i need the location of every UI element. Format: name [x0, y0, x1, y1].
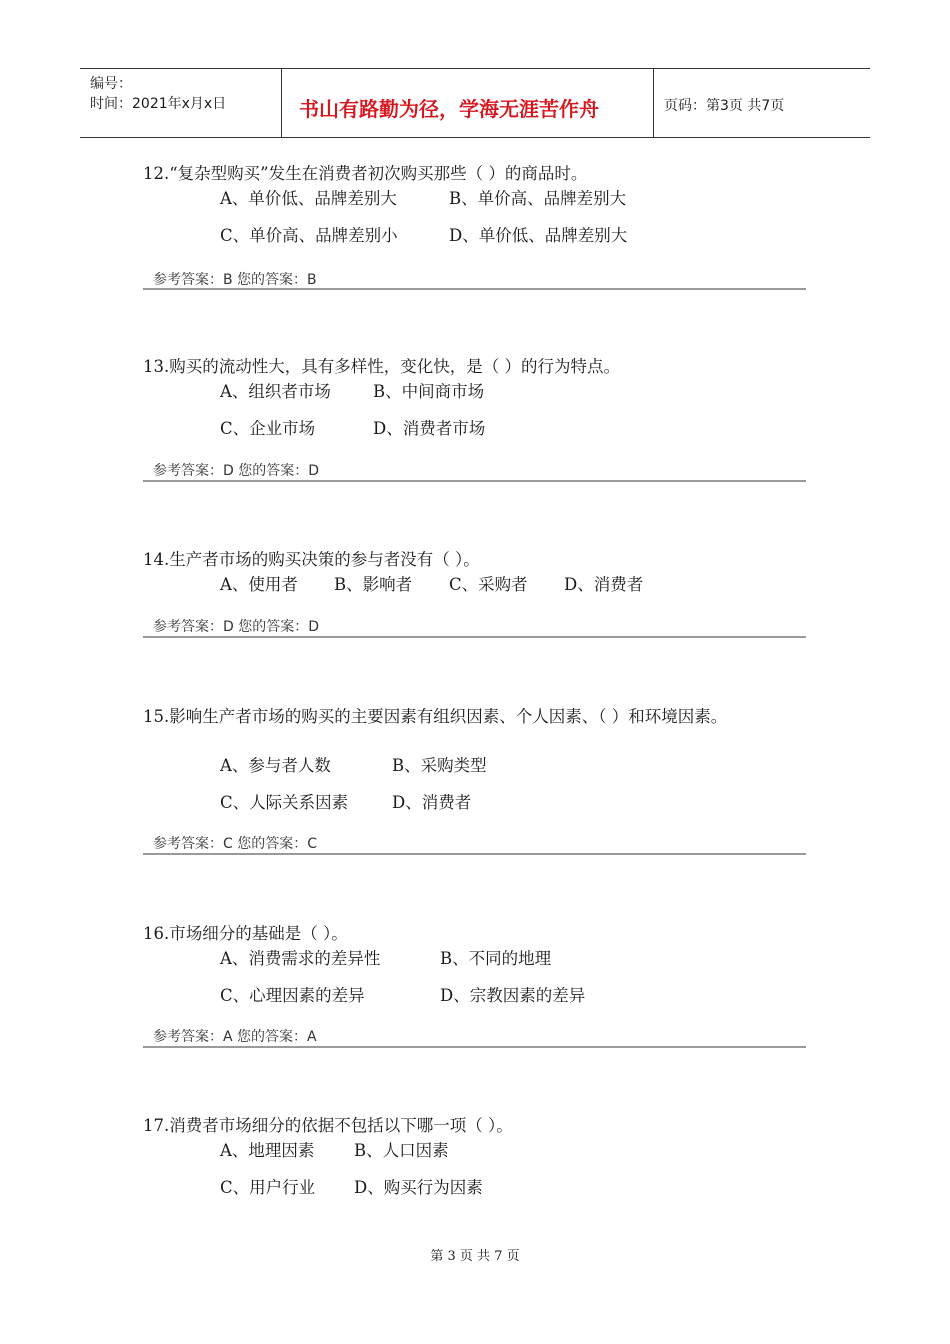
option-c: C、采购者: [449, 575, 528, 594]
header-info-cell: [80, 69, 282, 137]
option-c: C、单价高、品牌差别小: [220, 226, 398, 245]
option-d: D、消费者市场: [373, 419, 486, 438]
option-b: B、中间商市场: [373, 382, 485, 401]
answer-line: 参考答案：C 您的答案：C: [153, 836, 318, 852]
option-b: B、单价高、品牌差别大: [449, 189, 627, 208]
option-d: D、宗教因素的差异: [440, 986, 586, 1005]
question-stem: 17.消费者市场细分的依据不包括以下哪一项（ ）。: [143, 1116, 513, 1135]
divider: [143, 853, 806, 855]
divider: [143, 1046, 806, 1048]
divider: [143, 480, 806, 482]
question-stem: 16.市场细分的基础是（ ）。: [143, 924, 348, 943]
option-c: C、人际关系因素: [220, 793, 349, 812]
option-b: B、不同的地理: [440, 949, 552, 968]
option-a: A、使用者: [220, 575, 298, 594]
header-page-cell: [654, 69, 870, 137]
number-label: 编号：: [90, 76, 132, 92]
question-stem: 12.“复杂型购买”发生在消费者初次购买那些（ ）的商品时。: [143, 164, 588, 183]
date-label: 时间：2021年x月x日: [90, 96, 227, 112]
option-b: B、采购类型: [392, 756, 487, 775]
header-motto-cell: [281, 69, 654, 137]
question-stem: 13.购买的流动性大，具有多样性，变化快，是（ ）的行为特点。: [143, 357, 620, 376]
option-c: C、用户行业: [220, 1178, 316, 1197]
question-stem: 15.影响生产者市场的购买的主要因素有组织因素、个人因素、（ ）和环境因素。: [143, 707, 728, 726]
option-c: C、企业市场: [220, 419, 316, 438]
option-b: B、人口因素: [354, 1141, 449, 1160]
option-b: B、影响者: [334, 575, 413, 594]
motto: 书山有路勤为径，学海无涯苦作舟: [299, 97, 599, 121]
option-a: A、组织者市场: [220, 382, 331, 401]
answer-line: 参考答案：D 您的答案：D: [153, 463, 320, 479]
answer-line: 参考答案：B 您的答案：B: [153, 272, 317, 288]
answer-line: 参考答案：A 您的答案：A: [153, 1029, 317, 1045]
option-d: D、单价低、品牌差别大: [449, 226, 628, 245]
divider: [143, 288, 806, 290]
option-d: D、消费者: [392, 793, 472, 812]
page-info: 页码：第3页 共7页: [664, 98, 785, 114]
option-a: A、单价低、品牌差别大: [220, 189, 397, 208]
answer-line: 参考答案：D 您的答案：D: [153, 619, 320, 635]
option-a: A、消费需求的差异性: [220, 949, 381, 968]
divider: [143, 636, 806, 638]
page-footer: 第 3 页 共 7 页: [430, 1249, 520, 1264]
option-c: C、心理因素的差异: [220, 986, 365, 1005]
option-a: A、参与者人数: [220, 756, 331, 775]
option-d: D、消费者: [564, 575, 644, 594]
option-d: D、购买行为因素: [354, 1178, 483, 1197]
page-header: [80, 68, 870, 138]
option-a: A、地理因素: [220, 1141, 315, 1160]
question-stem: 14.生产者市场的购买决策的参与者没有（ ）。: [143, 550, 480, 569]
